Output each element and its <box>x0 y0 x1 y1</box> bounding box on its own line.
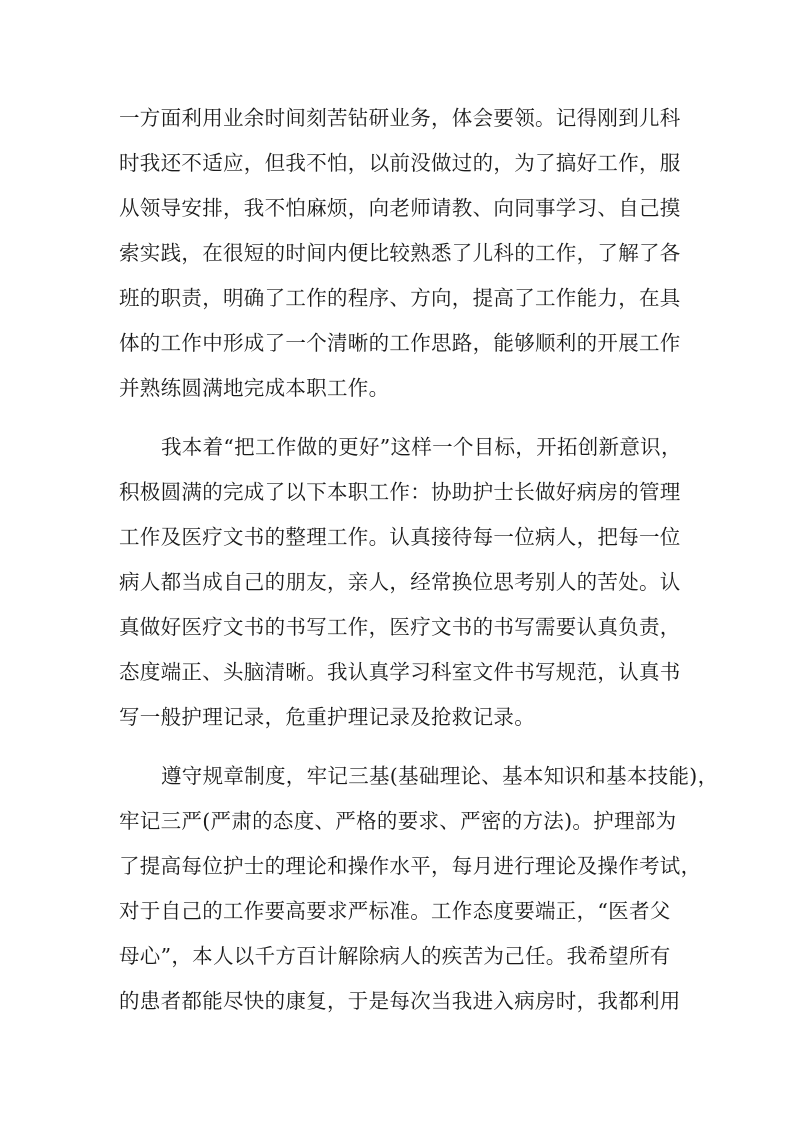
text-line: 写一般护理记录，危重护理记录及抢救记录。 <box>119 705 535 729</box>
text-line: 病人都当成自己的朋友，亲人，经常换位思考别人的苦处。认 <box>119 570 681 594</box>
text-line: 牢记三严(严肃的态度、严格的要求、严密的方法)。护理部为 <box>119 809 677 833</box>
text-line: 工作及医疗文书的整理工作。认真接待每一位病人，把每一位 <box>119 525 681 549</box>
text-line: 积极圆满的完成了以下本职工作：协助护士长做好病房的管理 <box>119 480 681 504</box>
text-line: 一方面利用业余时间刻苦钻研业务，体会要领。记得刚到儿科 <box>119 106 681 130</box>
text-line: 真做好医疗文书的书写工作，医疗文书的书写需要认真负责， <box>119 615 681 639</box>
text-line: 的患者都能尽快的康复，于是每次当我进入病房时，我都利用 <box>119 989 681 1013</box>
text-line: 体的工作中形成了一个清晰的工作思路，能够顺利的开展工作 <box>119 331 681 355</box>
text-line: 对于自己的工作要高要求严标准。工作态度要端正，“医者父 <box>119 899 671 923</box>
text-line: 我本着“把工作做的更好”这样一个目标，开拓创新意识， <box>161 435 682 459</box>
text-line: 母心”，本人以千方百计解除病人的疾苦为己任。我希望所有 <box>119 944 671 968</box>
text-line: 从领导安排，我不怕麻烦，向老师请教、向同事学习、自己摸 <box>119 196 681 220</box>
text-line: 了提高每位护士的理论和操作水平，每月进行理论及操作考试， <box>119 854 702 878</box>
text-line: 态度端正、头脑清晰。我认真学习科室文件书写规范，认真书 <box>119 660 681 684</box>
text-line: 时我还不适应，但我不怕，以前没做过的，为了搞好工作，服 <box>119 151 681 175</box>
text-line: 遵守规章制度，牢记三基(基础理论、基本知识和基本技能)， <box>161 764 719 788</box>
text-line: 并熟练圆满地完成本职工作。 <box>119 376 390 400</box>
text-line: 班的职责，明确了工作的程序、方向，提高了工作能力，在具 <box>119 286 681 310</box>
text-line: 索实践，在很短的时间内便比较熟悉了儿科的工作，了解了各 <box>119 241 681 265</box>
